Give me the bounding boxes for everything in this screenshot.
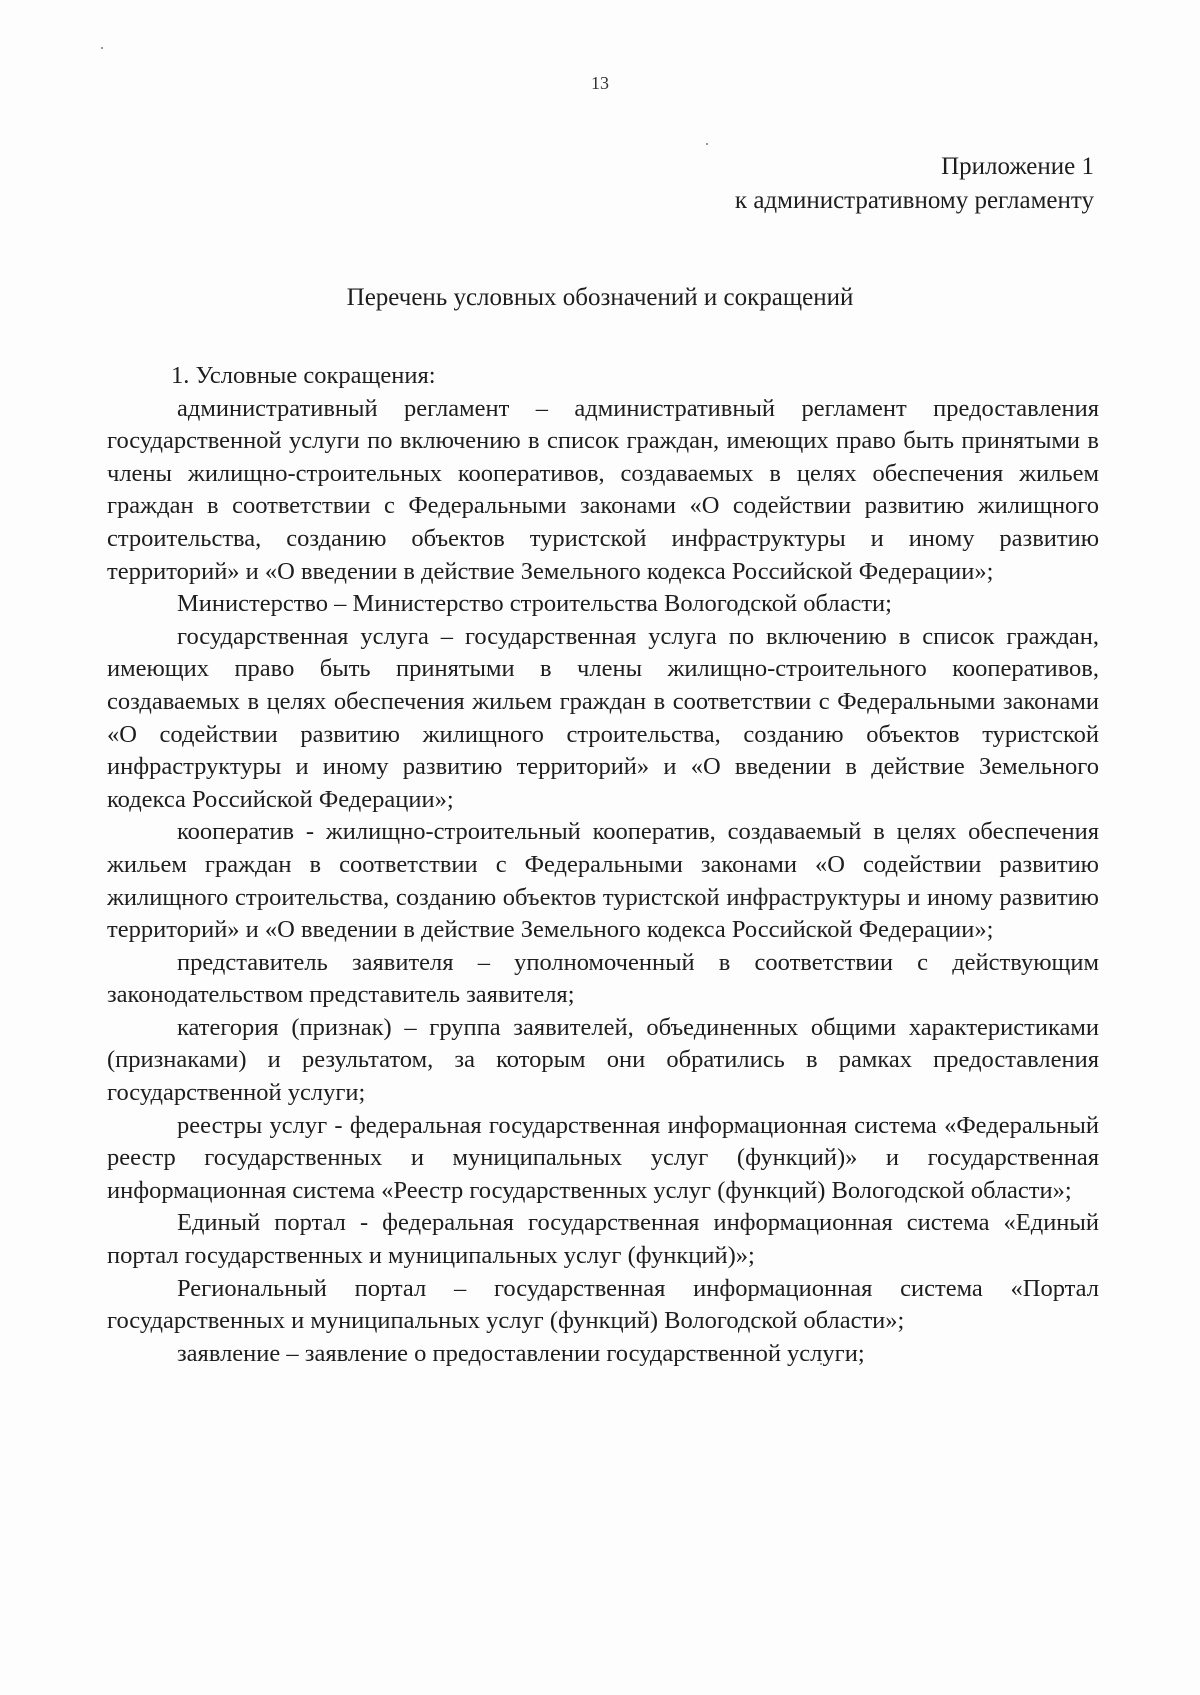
definition-paragraph: Региональный портал – государственная информационная система «Портал государственных и муниципальных услуг (функций) Вологодской области»;	[107, 1274, 1099, 1335]
definition-paragraph: Единый портал - федеральная государственная информационная система «Единый портал государственных и муниципальных услуг (функций)»;	[107, 1209, 1099, 1270]
definition-paragraph: представитель заявителя – уполномоченный в соответствии с действующим законодательством представитель заявителя;	[107, 948, 1099, 1009]
definition-paragraph: Министерство – Министерство строительства Вологодской области;	[177, 590, 892, 618]
definition-paragraph: кооператив - жилищно-строительный кооператив, создаваемый в целях обеспечения жильем граждан в соответствии с Федеральными законами «О содействии развитию жилищного строительства, созданию объектов туристской инфраструктуры и иному развитию территорий» и «О введении в действие Земельного кодекса Российской Федерации»;	[107, 818, 1099, 944]
scan-speck	[706, 143, 708, 145]
definition-paragraph: административный регламент – административный регламент предоставления государственной услуги по включению в список граждан, имеющих право быть принятыми в члены жилищно-строительных кооперативов, создаваемых в целях обеспечения жильем граждан в соответствии с Федеральными законами «О содействии развитию жилищного строительства, созданию объектов туристской инфраструктуры и иному развитию территорий» и «О введении в действие Земельного кодекса Российской Федерации»;	[107, 394, 1099, 585]
page-number: 13	[591, 73, 609, 93]
appendix-header	[735, 150, 1094, 218]
definition-paragraph: заявление – заявление о предоставлении государственной услуги;	[177, 1339, 865, 1367]
appendix-line-1: Приложение 1	[941, 153, 1094, 180]
definition-paragraph: категория (признак) – группа заявителей, объединенных общими характеристиками (признаками) и результатом, за которым они обратились в рамках предоставления государственной услуги;	[107, 1013, 1099, 1107]
appendix-line-2: к административному регламенту	[734, 187, 1094, 214]
section-heading: 1. Условные сокращения:	[171, 362, 436, 389]
definition-paragraph: государственная услуга – государственная услуга по включению в список граждан, имеющих право быть принятыми в члены жилищно-строительного кооперативов, создаваемых в целях обеспечения жильем граждан в соответствии с Федеральными законами «О содействии развитию жилищного строительства, созданию объектов туристской инфраструктуры и иному развитию территорий» и «О введении в действие Земельного кодекса Российской Федерации»;	[107, 622, 1099, 813]
document-title: Перечень условных обозначений и сокращений	[346, 284, 854, 311]
definition-paragraph: реестры услуг - федеральная государственная информационная система «Федеральный реестр государственных и муниципальных услуг (функций)» и государственная информационная система «Реестр государственных услуг (функций) Вологодской области»;	[107, 1111, 1099, 1204]
scan-speck	[101, 47, 103, 49]
document-body	[107, 360, 1099, 1370]
